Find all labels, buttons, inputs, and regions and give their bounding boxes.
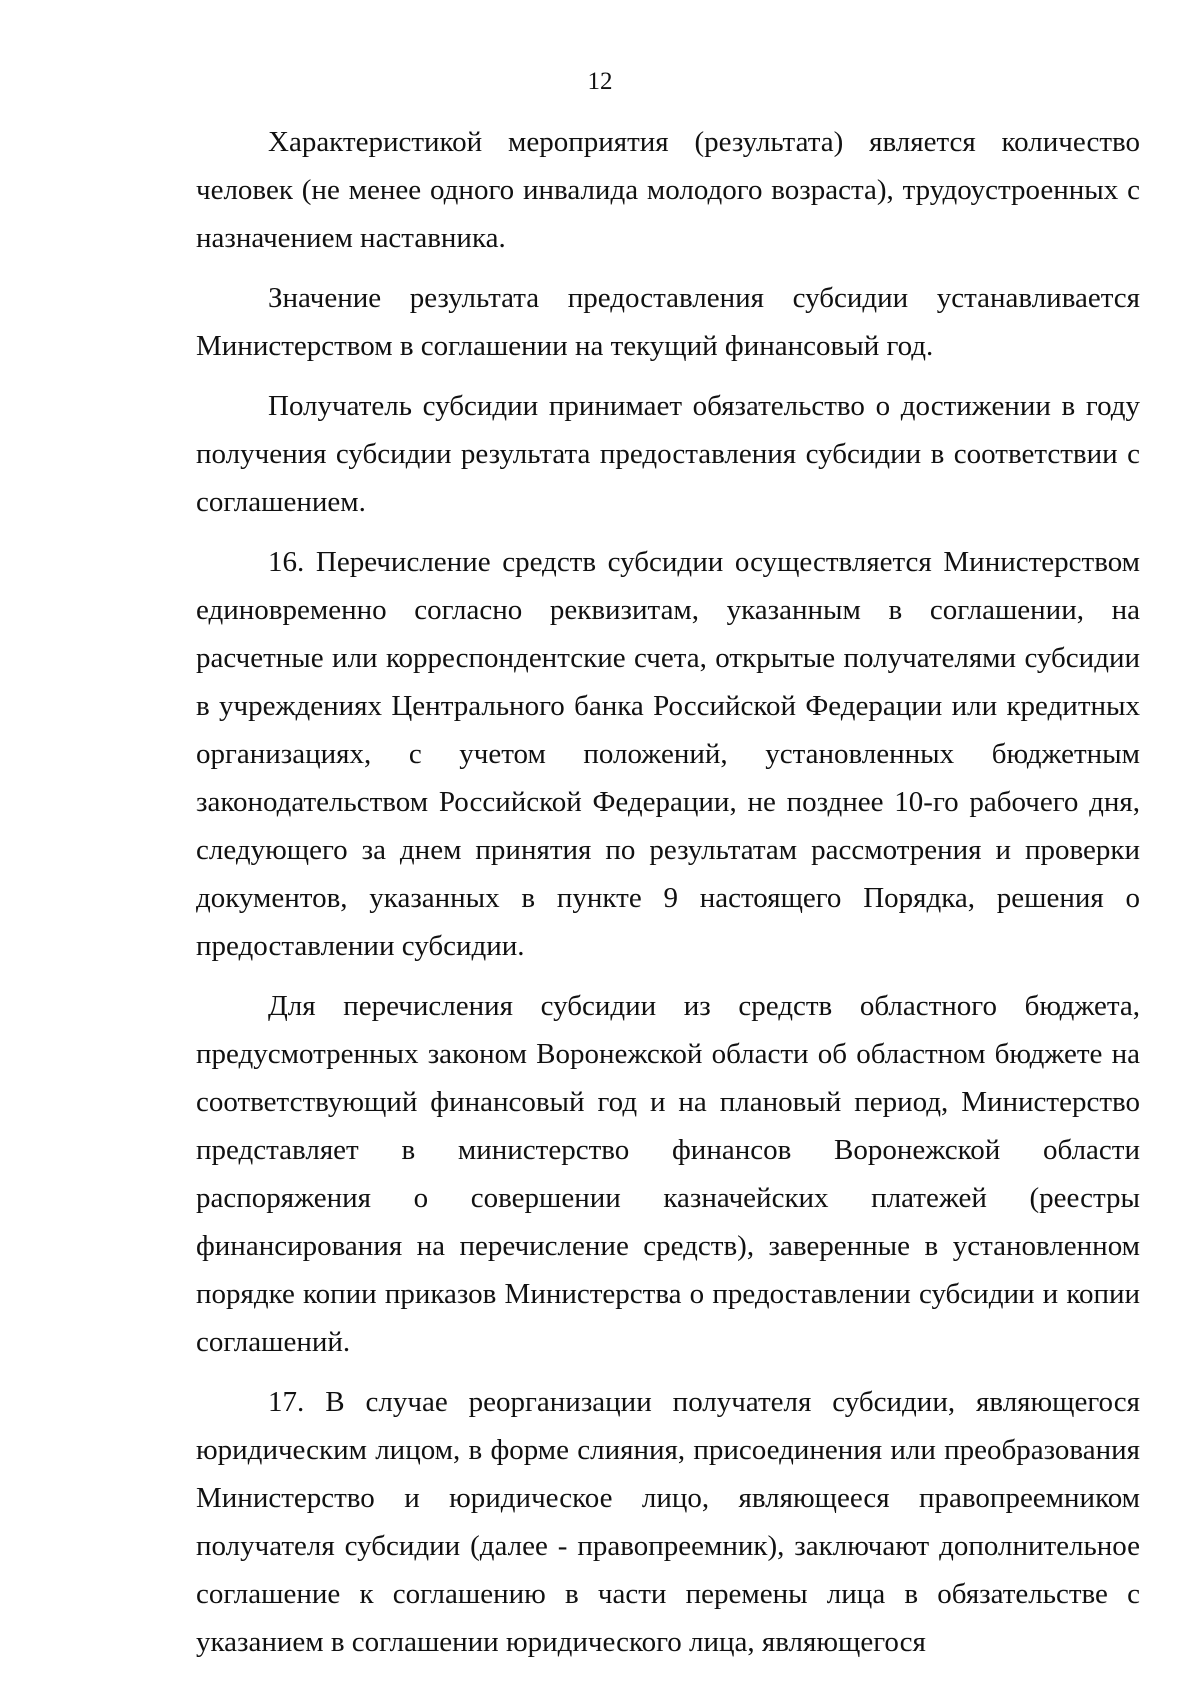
paragraph-16-transfer: 16. Перечисление средств субсидии осуществляется Министерством единовременно согласно реквизитам, указанным в соглашении, на расчетные или корреспондентские счета, открытые получателями субсидии в учреждениях Центрального банка Российской Федерации или кредитных организациях, с учетом положений, установленных бюджетным законодательством Российской Федерации, не позднее 10-го рабочего дня, следующего за днем принятия по результатам рассмотрения и проверки документов, указанных в пункте 9 настоящего Порядка, решения о предоставлении субсидии.	[196, 546, 1140, 962]
paragraph-result-characteristic: Характеристикой мероприятия (результата) является количество человек (не менее одного инвалида молодого возраста), трудоустроенных с назначением наставника.	[196, 126, 1140, 254]
paragraph-recipient-obligation: Получатель субсидии принимает обязательство о достижении в году получения субсидии результата предоставления субсидии в соответствии с соглашением.	[196, 390, 1140, 518]
paragraph-transfer-procedure: Для перечисления субсидии из средств областного бюджета, предусмотренных законом Воронежской области об областном бюджете на соответствующий финансовый год и на плановый период, Министерство представляет в министерство финансов Воронежской области распоряжения о совершении казначейских платежей (реестры финансирования на перечисление средств), заверенные в установленном порядке копии приказов Министерства о предоставлении субсидии и копии соглашений.	[196, 990, 1140, 1358]
paragraph-result-value: Значение результата предоставления субсидии устанавливается Министерством в соглашении на текущий финансовый год.	[196, 282, 1140, 362]
page-number: 12	[587, 68, 613, 95]
paragraph-17-reorganization: 17. В случае реорганизации получателя субсидии, являющегося юридическим лицом, в форме слияния, присоединения или преобразования Министерство и юридическое лицо, являющееся правопреемником получателя субсидии (далее - правопреемник), заключают дополнительное соглашение к соглашению в части перемены лица в обязательстве с указанием в соглашении юридического лица, являющегося	[196, 1386, 1140, 1658]
document-body	[196, 118, 1140, 1670]
